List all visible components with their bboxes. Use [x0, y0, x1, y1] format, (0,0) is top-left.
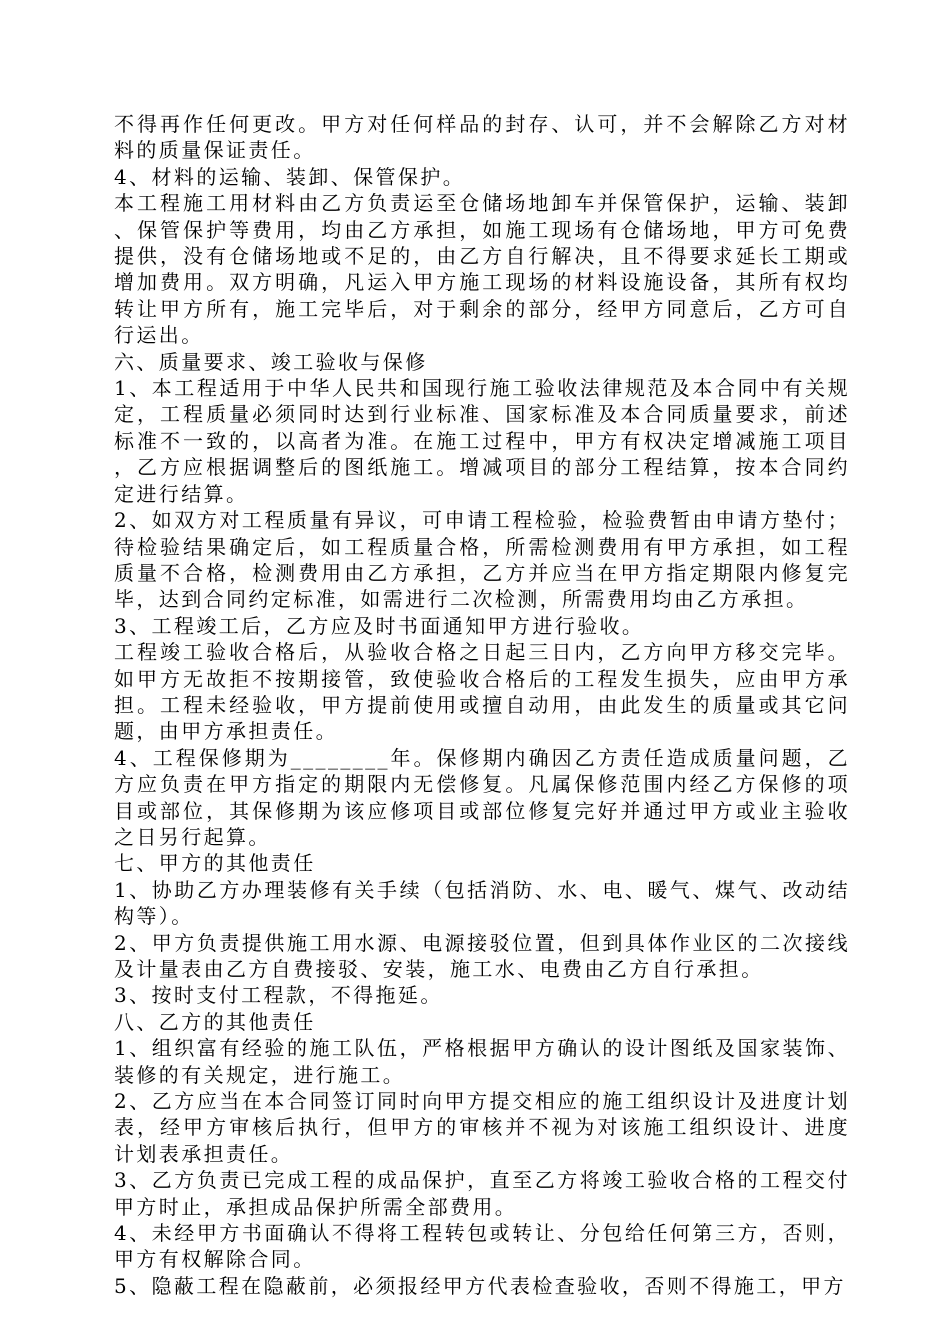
clause-7-1: 1、协助乙方办理装修有关手续（包括消防、水、电、暖气、煤气、改动结构等）。 [114, 877, 850, 929]
clause-6-3-body: 工程竣工验收合格后，从验收合格之日起三日内，乙方向甲方移交完毕。如甲方无故拒不按期接管，致使验收合格后的工程发生损失，应由甲方承担。工程未经验收，甲方提前使用或擅自动用，由此发生的质量或其它问题，由甲方承担责任。 [114, 640, 850, 744]
document-page [114, 111, 850, 1299]
section-6-heading: 六、质量要求、竣工验收与保修 [114, 349, 428, 374]
clause-6-4: 4、工程保修期为________年。保修期内确因乙方责任造成质量问题，乙方应负责在甲方指定的期限内无偿修复。凡属保修范围内经乙方保修的项目或部位，其保修期为该应修项目或部位修复完好并通过甲方或业主验收之日另行起算。 [114, 745, 850, 849]
clause-8-3: 3、乙方负责已完成工程的成品保护，直至乙方将竣工验收合格的工程交付甲方时止，承担成品保护所需全部费用。 [114, 1168, 850, 1219]
section-8-heading: 八、乙方的其他责任 [114, 1009, 316, 1034]
clause-6-2: 2、如双方对工程质量有异议，可申请工程检验，检验费暂由申请方垫付；待检验结果确定后，如工程质量合格，所需检测费用有甲方承担，如工程质量不合格，检测费用由乙方承担，乙方并应当在甲方指定期限内修复完毕，达到合同约定标准，如需进行二次检测，所需费用均由乙方承担。 [114, 508, 850, 612]
clause-6-1: 1、本工程适用于中华人民共和国现行施工验收法律规范及本合同中有关规定，工程质量必须同时达到行业标准、国家标准及本合同质量要求，前述标准不一致的，以高者为准。在施工过程中，甲方有权决定增减施工项目，乙方应根据调整后的图纸施工。增减项目的部分工程结算，按本合同约定进行结算。 [114, 376, 850, 506]
clause-5-4-body: 本工程施工用材料由乙方负责运至仓储场地卸车并保管保护，运输、装卸、保管保护等费用，均由乙方承担，如施工现场有仓储场地，甲方可免费提供，没有仓储场地或不足的，由乙方自行解决，且不得要求延长工期或增加费用。双方明确，凡运入甲方施工现场的材料设施设备，其所有权均转让甲方所有，施工完毕后，对于剩余的部分，经甲方同意后，乙方可自行运出。 [114, 191, 850, 348]
paragraph-continuation: 不得再作任何更改。甲方对任何样品的封存、认可，并不会解除乙方对材料的质量保证责任。 [114, 112, 850, 163]
clause-7-2: 2、甲方负责提供施工用水源、电源接驳位置，但到具体作业区的二次接线及计量表由乙方自费接驳、安装，施工水、电费由乙方自行承担。 [114, 930, 850, 981]
clause-8-5: 5、隐蔽工程在隐蔽前，必须报经甲方代表检查验收，否则不得施工，甲方 [114, 1273, 846, 1298]
clause-5-4-heading: 4、材料的运输、装卸、保管保护。 [114, 164, 466, 189]
section-7-heading: 七、甲方的其他责任 [114, 851, 316, 876]
clause-8-4: 4、未经甲方书面确认不得将工程转包或转让、分包给任何第三方，否则，甲方有权解除合同。 [114, 1221, 850, 1272]
clause-6-3-heading: 3、工程竣工后，乙方应及时书面通知甲方进行验收。 [114, 613, 645, 638]
clause-7-3: 3、按时支付工程款，不得拖延。 [114, 983, 443, 1008]
clause-8-1: 1、组织富有经验的施工队伍，严格根据甲方确认的设计图纸及国家装饰、装修的有关规定，进行施工。 [114, 1036, 850, 1087]
clause-8-2: 2、乙方应当在本合同签订同时向甲方提交相应的施工组织设计及进度计划表，经甲方审核后执行，但甲方的审核并不视为对该施工组织设计、进度计划表承担责任。 [114, 1089, 850, 1166]
